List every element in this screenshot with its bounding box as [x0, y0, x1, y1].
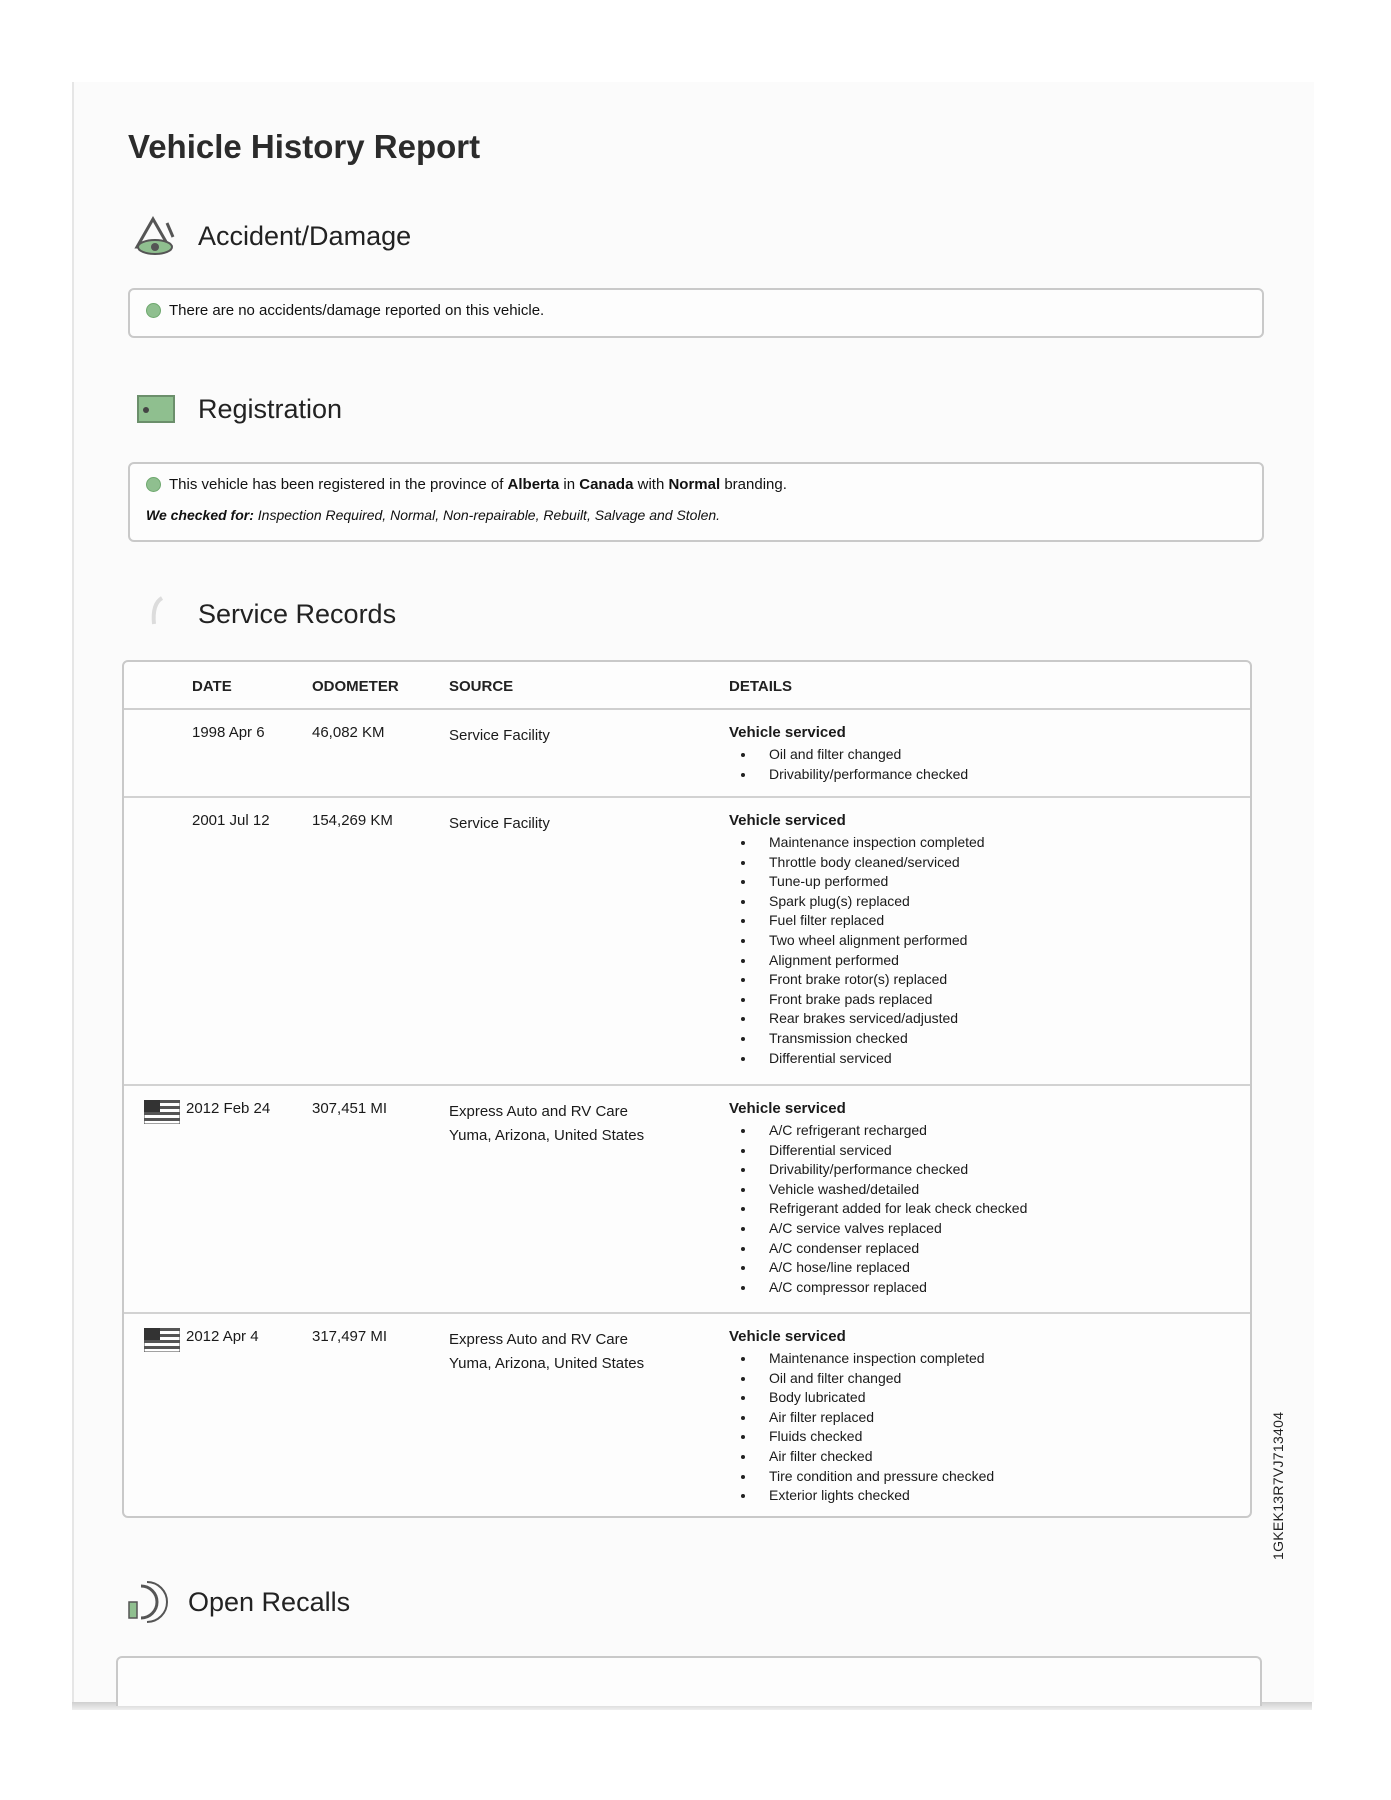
accident-section-header	[132, 212, 411, 260]
row-date: 1998 Apr 6	[192, 724, 265, 741]
row-source: Express Auto and RV Care Yuma, Arizona, United States	[449, 1331, 645, 1372]
detail-item: Oil and filter changed	[729, 745, 1149, 765]
row-date: 2012 Feb 24	[186, 1100, 271, 1117]
col-header-details: DETAILS	[729, 678, 793, 695]
detail-item: Tune-up performed	[729, 872, 1149, 892]
registration-heading: Registration	[198, 393, 343, 424]
recall-icon	[122, 1578, 170, 1626]
detail-item: A/C refrigerant recharged	[729, 1121, 1149, 1141]
row-details: Vehicle serviced Maintenance inspection completed Throttle body cleaned/serviced Tune-up performed Spark plug(s) replaced Fuel filter replaced Two wheel alignment performed Alignment performed Front brake rotor(s) replaced Front brake pads replaced Rear brakes serviced/adjusted Transmission checked Differential serviced	[729, 812, 1149, 1068]
service-table	[122, 660, 1252, 1518]
detail-item: Spark plug(s) replaced	[729, 892, 1149, 912]
row-details: Vehicle serviced Oil and filter changed Drivability/performance checked	[729, 724, 1149, 784]
row-odometer: 307,451 MI	[312, 1100, 388, 1117]
detail-item: Fluids checked	[729, 1427, 1149, 1447]
detail-item: A/C compressor replaced	[729, 1278, 1149, 1298]
detail-item: A/C hose/line replaced	[729, 1258, 1149, 1278]
detail-item: Air filter replaced	[729, 1408, 1149, 1428]
detail-item: Front brake pads replaced	[729, 990, 1149, 1010]
accident-heading: Accident/Damage	[198, 220, 412, 251]
table-row	[124, 708, 1250, 798]
row-odometer: 46,082 KM	[312, 724, 385, 741]
registration-section-header	[132, 385, 342, 433]
row-source: Service Facility	[449, 727, 550, 744]
page-title: Vehicle History Report	[128, 128, 481, 165]
table-row	[124, 1084, 1250, 1314]
detail-item: Fuel filter replaced	[729, 911, 1149, 931]
recalls-box	[116, 1656, 1262, 1706]
detail-item: Front brake rotor(s) replaced	[729, 970, 1149, 990]
table-row	[124, 1312, 1250, 1518]
detail-item: Body lubricated	[729, 1388, 1149, 1408]
detail-item: Rear brakes serviced/adjusted	[729, 1009, 1149, 1029]
registration-checked-for: We checked for: Inspection Required, Normal, Non-repairable, Rebuilt, Salvage and Stolen.	[146, 507, 721, 523]
detail-item: Oil and filter changed	[729, 1369, 1149, 1389]
detail-item: Differential serviced	[729, 1049, 1149, 1069]
detail-item: Alignment performed	[729, 951, 1149, 971]
col-header-source: SOURCE	[449, 678, 514, 695]
detail-item: A/C service valves replaced	[729, 1219, 1149, 1239]
accident-message: There are no accidents/damage reported on this vehicle.	[169, 302, 545, 319]
accident-icon	[132, 212, 180, 260]
us-flag-icon	[144, 1100, 180, 1128]
accident-box	[128, 288, 1264, 338]
detail-item: Differential serviced	[729, 1141, 1149, 1161]
col-header-odometer: ODOMETER	[312, 678, 399, 695]
detail-item: Exterior lights checked	[729, 1486, 1149, 1506]
check-dot-icon	[146, 477, 161, 492]
detail-item: Throttle body cleaned/serviced	[729, 853, 1149, 873]
registration-message: This vehicle has been registered in the province of Alberta in Canada with Normal branding.	[169, 476, 787, 493]
detail-item: Refrigerant added for leak check checked	[729, 1199, 1149, 1219]
row-source: Service Facility	[449, 815, 550, 832]
check-dot-icon	[146, 303, 161, 318]
col-header-date: DATE	[192, 678, 232, 695]
service-section-header	[132, 590, 396, 638]
us-flag-icon	[144, 1328, 180, 1356]
service-table-header	[124, 662, 1250, 710]
detail-item: Tire condition and pressure checked	[729, 1467, 1149, 1487]
row-odometer: 154,269 KM	[312, 812, 393, 829]
registration-icon	[132, 385, 180, 433]
row-details: Vehicle serviced Maintenance inspection completed Oil and filter changed Body lubricated Air filter replaced Fluids checked Air filter checked Tire condition and pressure checked Exterior lights checked	[729, 1328, 1149, 1506]
detail-item: Transmission checked	[729, 1029, 1149, 1049]
service-icon	[132, 590, 180, 638]
detail-item: A/C condenser replaced	[729, 1239, 1149, 1259]
row-date: 2012 Apr 4	[186, 1328, 259, 1345]
row-source: Express Auto and RV Care Yuma, Arizona, United States	[449, 1103, 645, 1144]
detail-item: Two wheel alignment performed	[729, 931, 1149, 951]
service-heading: Service Records	[198, 598, 397, 629]
vin-number: 1GKEK13R7VJ713404	[1270, 1411, 1286, 1560]
row-date: 2001 Jul 12	[192, 812, 270, 829]
recalls-section-header	[122, 1578, 350, 1626]
row-details: Vehicle serviced A/C refrigerant recharged Differential serviced Drivability/performance checked Vehicle washed/detailed Refrigerant added for leak check checked A/C service valves replaced A/C condenser replaced A/C hose/line replaced A/C compressor replaced	[729, 1100, 1149, 1297]
detail-item: Vehicle washed/detailed	[729, 1180, 1149, 1200]
table-row	[124, 796, 1250, 1086]
detail-item: Drivability/performance checked	[729, 765, 1149, 785]
row-odometer: 317,497 MI	[312, 1328, 388, 1345]
recalls-heading: Open Recalls	[188, 1586, 351, 1617]
detail-item: Maintenance inspection completed	[729, 1349, 1149, 1369]
detail-item: Drivability/performance checked	[729, 1160, 1149, 1180]
detail-item: Air filter checked	[729, 1447, 1149, 1467]
registration-box	[128, 462, 1264, 542]
detail-item: Maintenance inspection completed	[729, 833, 1149, 853]
